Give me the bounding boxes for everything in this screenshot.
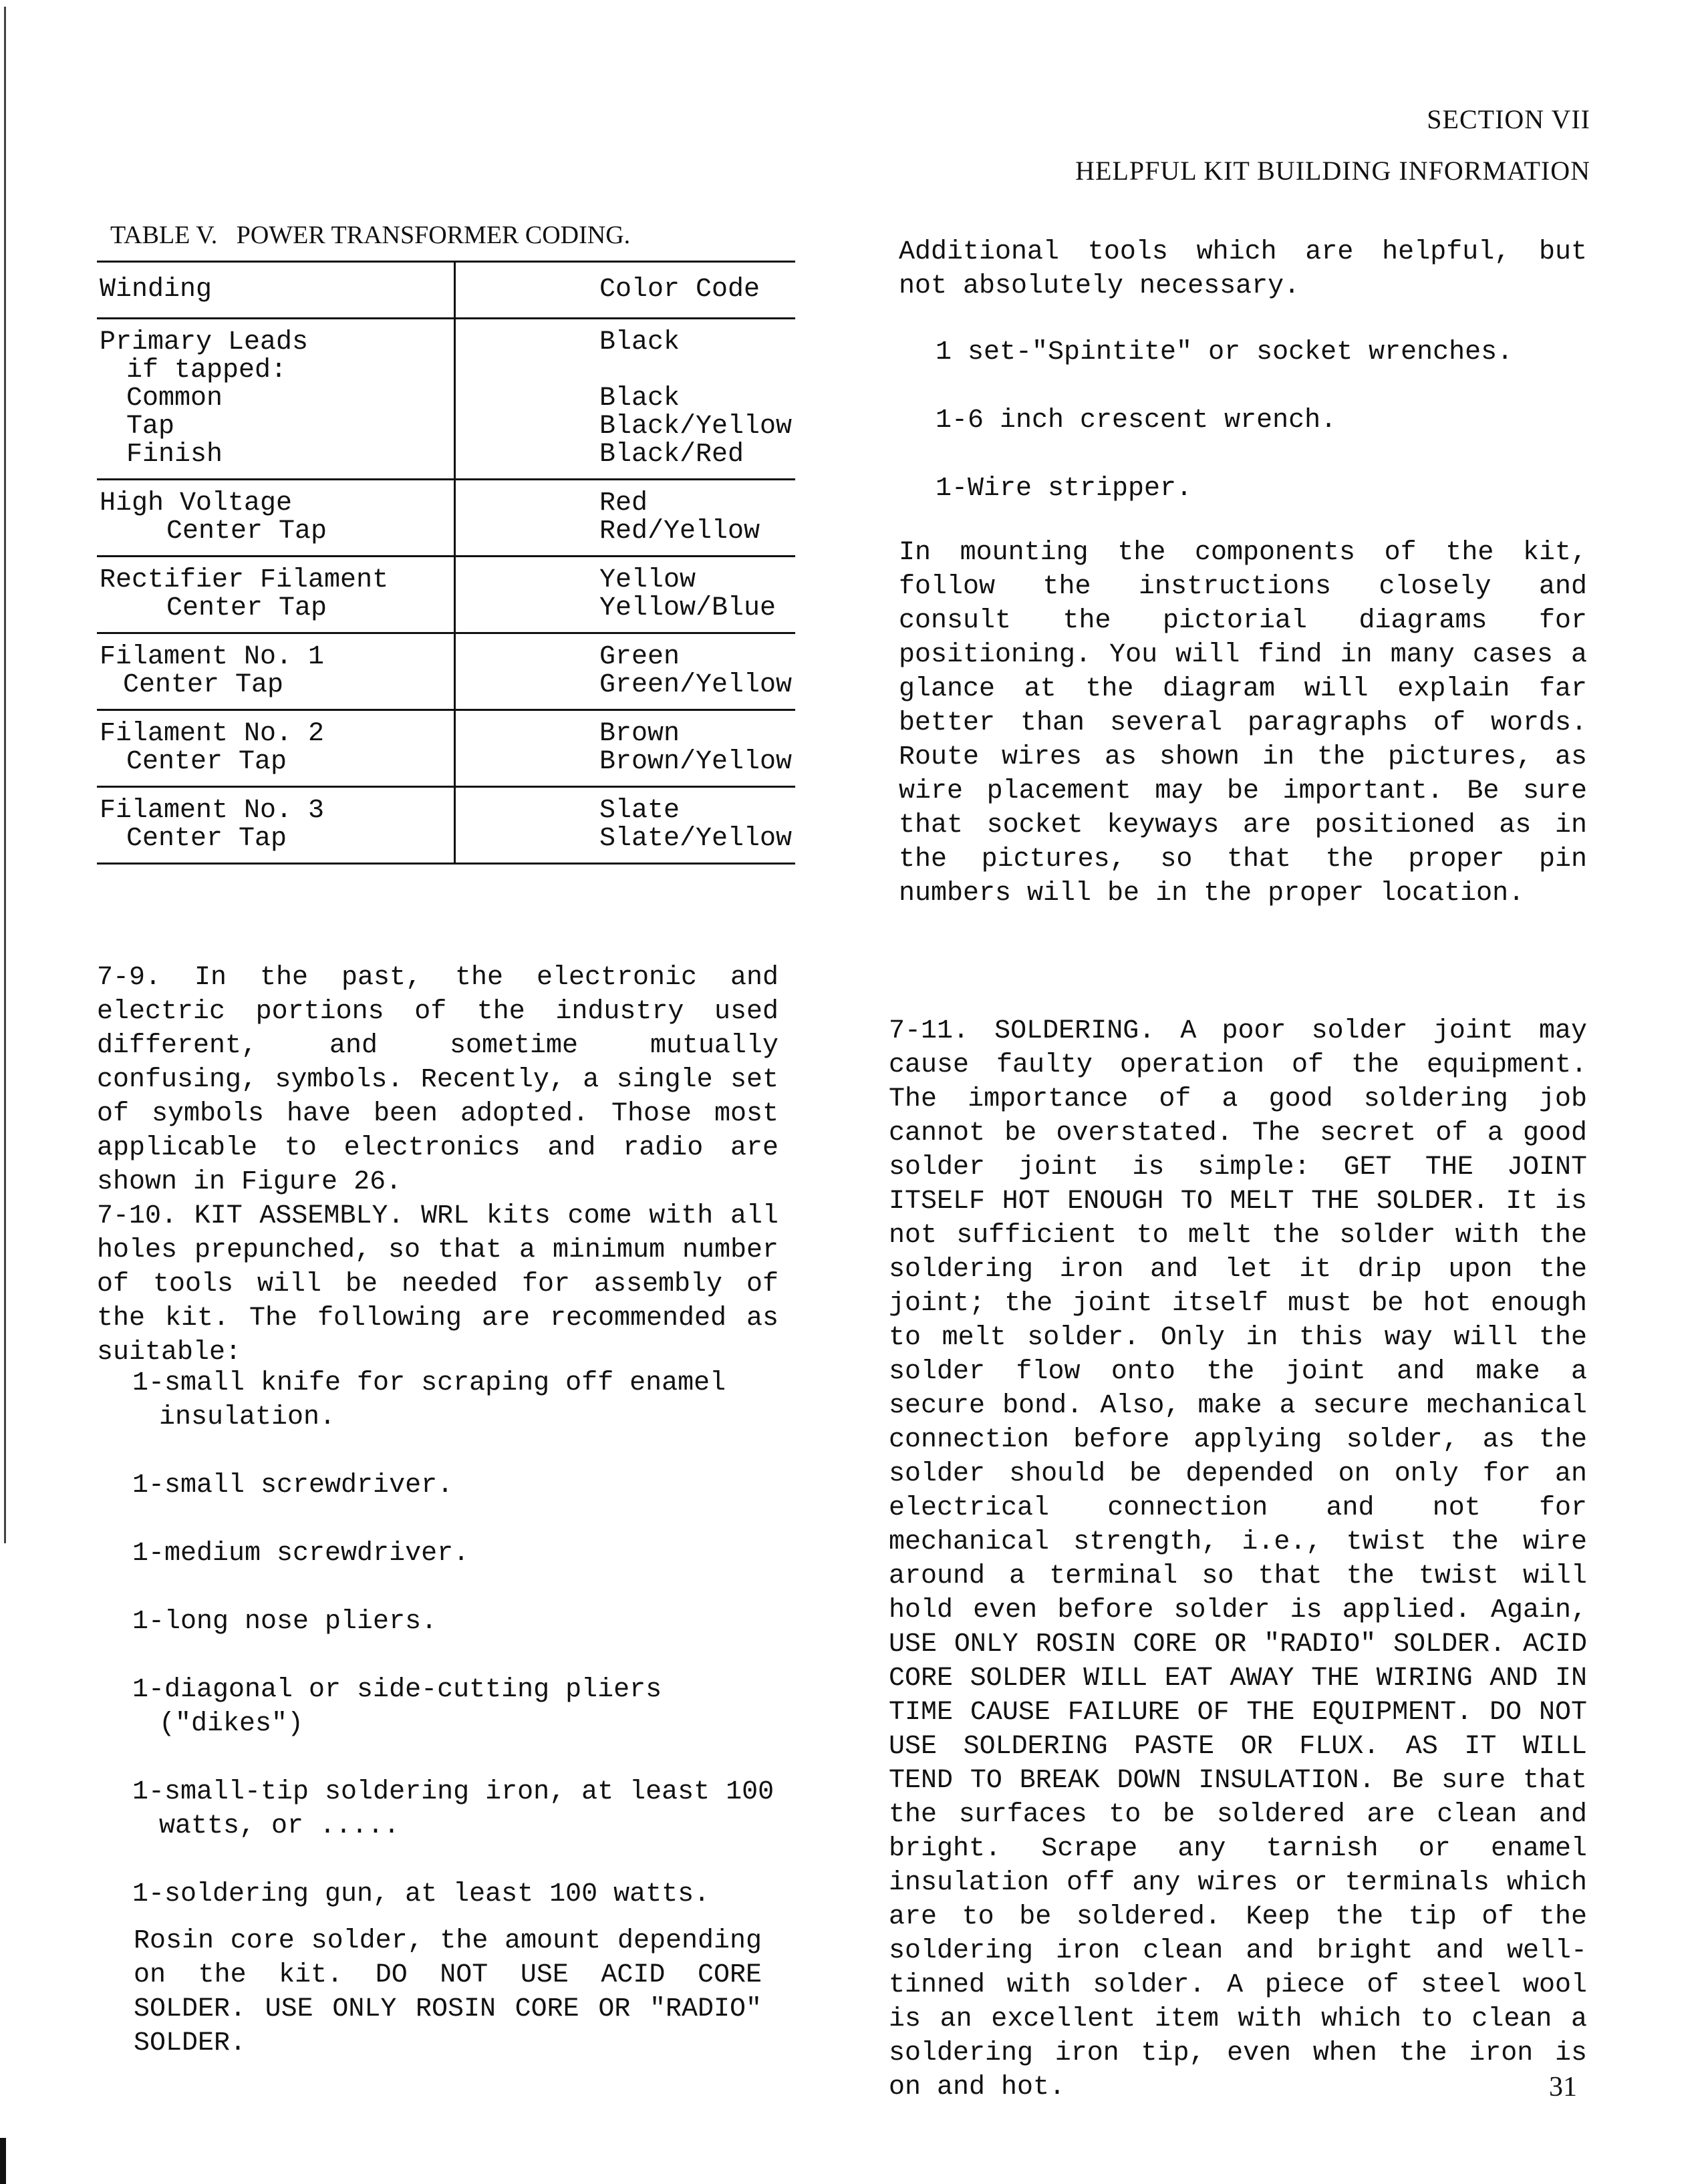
color-line: Red	[599, 488, 648, 518]
color-line: Black	[599, 383, 680, 414]
table-row	[97, 633, 795, 710]
color-line: Green/Yellow	[599, 670, 793, 700]
winding-line: Center Tap	[166, 516, 327, 547]
winding-line: Primary Leads	[100, 327, 309, 357]
table-row	[97, 787, 795, 864]
color-code-cell	[455, 710, 796, 787]
color-line: Red/Yellow	[599, 516, 760, 547]
paragraph-mounting-components	[899, 536, 1587, 911]
winding-cell	[97, 787, 455, 864]
color-line: Green	[599, 642, 680, 672]
tool-item: 1-small-tip soldering iron, at least 100 watts, or .....	[132, 1777, 774, 1841]
color-line: Black/Red	[599, 440, 744, 470]
paragraph-7-10-kit-assembly	[97, 1199, 778, 1370]
winding-line: Center Tap	[126, 824, 287, 854]
color-line: Black	[599, 327, 680, 357]
winding-cell	[97, 710, 455, 787]
winding-line: Filament No. 1	[100, 642, 325, 672]
winding-line: Filament No. 2	[100, 719, 325, 749]
paragraph-text: Additional tools which are helpful, but not absolutely necessary.	[899, 237, 1587, 301]
tool-item: 1-soldering gun, at least 100 watts.	[132, 1879, 710, 1909]
tool-item: 1-long nose pliers.	[132, 1607, 438, 1637]
color-code-cell	[455, 633, 796, 710]
paragraph-7-11-soldering	[889, 1014, 1587, 2104]
tool-item: 1-small knife for scraping off enamel insulation.	[132, 1368, 726, 1432]
color-code-cell	[455, 557, 796, 633]
tool-item: 1-Wire stripper.	[936, 474, 1193, 504]
paragraph-text: In mounting the components of the kit, follow the instructions closely and consult the pictorial diagrams for positioning. You will find in many cases a glance at the diagram will explain far better than several paragraphs of words. Route wires as shown in the pictures, as wire placement may be important. Be sure that socket keyways are positioned as in the pictures, so that the proper pin numbers will be in the proper location.	[899, 538, 1587, 909]
winding-cell	[97, 319, 455, 480]
winding-line: Center Tap	[166, 593, 327, 623]
additional-tools-intro	[899, 235, 1587, 303]
winding-line: if tapped:	[126, 355, 287, 385]
winding-line: Center Tap	[126, 747, 287, 777]
color-code-cell	[455, 787, 796, 864]
color-line: Black/Yellow	[599, 412, 793, 442]
color-line: Brown	[599, 719, 680, 749]
color-line: Yellow/Blue	[599, 593, 776, 623]
tool-item: 1-6 inch crescent wrench.	[936, 406, 1337, 436]
section-label: SECTION VII	[1427, 104, 1590, 134]
power-transformer-table	[97, 261, 795, 865]
table-header-row	[97, 262, 795, 319]
tool-item: 1-small screwdriver.	[132, 1470, 454, 1501]
tool-item: 1-diagonal or side-cutting pliers ("dikes")	[132, 1675, 662, 1739]
color-code-cell	[455, 319, 796, 480]
section-title: HELPFUL KIT BUILDING INFORMATION	[1075, 156, 1590, 186]
color-line	[599, 357, 795, 385]
color-line: Slate/Yellow	[599, 824, 793, 854]
winding-line: High Voltage	[100, 488, 293, 518]
tool-item: 1-medium screwdriver.	[132, 1539, 470, 1569]
winding-cell	[97, 557, 455, 633]
scan-binding-edge	[4, 7, 6, 1543]
page-number: 31	[1549, 2072, 1577, 2102]
paragraph-7-9	[97, 961, 778, 1199]
column-header-winding: Winding	[97, 262, 455, 319]
winding-line: Finish	[126, 440, 223, 470]
winding-line: Filament No. 3	[100, 796, 325, 826]
table-caption: TABLE V. POWER TRANSFORMER CODING.	[110, 221, 631, 249]
winding-line: Common	[126, 383, 223, 414]
tool-item: 1 set-"Spintite" or socket wrenches.	[936, 337, 1514, 367]
recommended-tools-list	[97, 1366, 785, 1945]
additional-tools-list	[899, 335, 1587, 540]
table-row	[97, 480, 795, 557]
color-code-cell	[455, 480, 796, 557]
paragraph-text: 7-11. SOLDERING. A poor solder joint may cause faulty operation of the equipment. The importance of a good soldering job cannot be overstated. The secret of a good solder joint is simple: GET THE JOINT ITSELF HOT ENOUGH TO MELT THE SOLDER. It is not sufficient to melt the solder with the soldering iron and let it drip upon the joint; the joint itself must be hot enough to melt solder. Only in this way will the solder flow onto the joint and make a secure bond. Also, make a secure mechanical connection before applying solder, as the solder should be depended on only for an electrical connection and not for mechanical strength, i.e., twist the wire around a terminal so that the twist will hold even before solder is applied. Again, USE ONLY ROSIN CORE OR "RADIO" SOLDER. ACID CORE SOLDER WILL EAT AWAY THE WIRING AND IN TIME CAUSE FAILURE OF THE EQUIPMENT. DO NOT USE SOLDERING PASTE OR FLUX. AS IT WILL TEND TO BREAK DOWN INSULATION. Be sure that the surfaces to be soldered are clean and bright. Scrape any tarnish or enamel insulation off any wires or terminals which are to be soldered. Keep the tip of the soldering iron clean and bright and well-tinned with solder. A piece of steel wool is an excellent item with which to clean a soldering iron tip, even when the iron is on and hot.	[889, 1016, 1587, 2102]
table-row	[97, 557, 795, 633]
rosin-solder-note	[134, 1924, 762, 2060]
column-header-color-code: Color Code	[455, 262, 796, 319]
winding-cell	[97, 480, 455, 557]
winding-line: Center Tap	[123, 670, 284, 700]
paragraph-text: 7-9. In the past, the electronic and electric portions of the industry used different, and sometime mutually confusing, symbols. Recently, a single set of symbols have been adopted. Those most applicable to electronics and radio are shown in Figure 26.	[97, 963, 778, 1197]
paragraph-text: 7-10. KIT ASSEMBLY. WRL kits come with all holes prepunched, so that a minimum number of tools will be needed for assembly of the kit. The following are recommended as suitable:	[97, 1201, 778, 1368]
scan-binding-mark	[0, 2138, 6, 2184]
color-line: Slate	[599, 796, 680, 826]
winding-line: Rectifier Filament	[100, 565, 389, 595]
color-line: Yellow	[599, 565, 696, 595]
winding-line: Tap	[126, 412, 175, 442]
color-line: Brown/Yellow	[599, 747, 793, 777]
paragraph-text: Rosin core solder, the amount depending on the kit. DO NOT USE ACID CORE SOLDER. USE ONLY ROSIN CORE OR "RADIO" SOLDER.	[134, 1926, 762, 2058]
winding-cell	[97, 633, 455, 710]
table-row	[97, 710, 795, 787]
table-row	[97, 319, 795, 480]
